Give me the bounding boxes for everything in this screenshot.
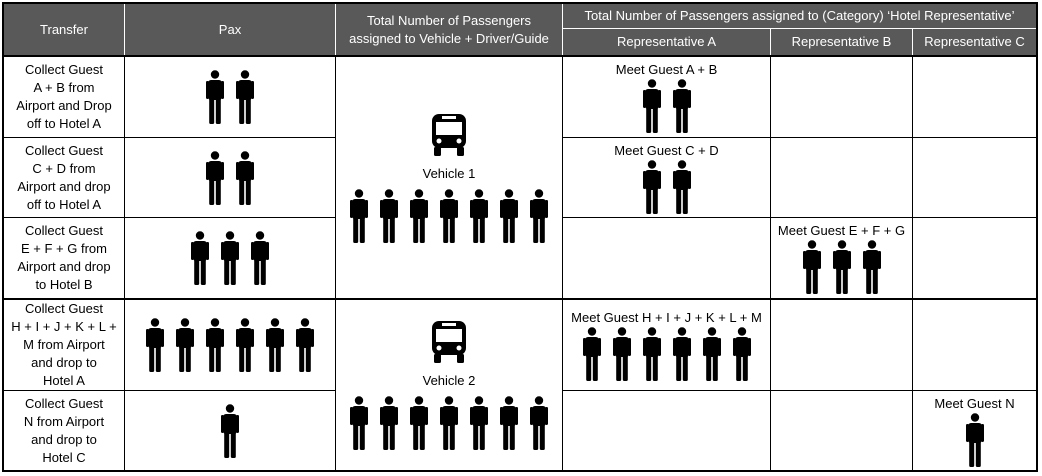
header-divider xyxy=(124,4,125,55)
meet-pax-icons xyxy=(583,327,751,381)
person-icon xyxy=(530,189,548,243)
meet-label: Meet Guest N xyxy=(934,395,1015,411)
pax-cell xyxy=(125,391,335,470)
vehicle-pax-icons xyxy=(350,189,548,243)
rep-b-meet-cell xyxy=(771,218,912,298)
person-icon xyxy=(530,396,548,450)
person-icon xyxy=(206,70,224,124)
person-icon xyxy=(500,396,518,450)
person-icon xyxy=(733,327,751,381)
person-icon xyxy=(500,189,518,243)
pax-icons xyxy=(191,231,269,285)
header-rep-b: Representative B xyxy=(771,29,912,55)
transfer-cell: Collect Guest N from Airport and drop to Hotel C xyxy=(23,395,105,465)
vehicle-cell xyxy=(336,300,562,470)
rep-a-meet-cell xyxy=(563,300,770,390)
meet-pax-icons xyxy=(643,79,691,133)
rep-c-meet-cell xyxy=(913,391,1036,470)
person-icon xyxy=(236,318,254,372)
header-divider xyxy=(335,4,336,55)
rep-a-meet-cell xyxy=(563,57,770,137)
pax-cell xyxy=(125,138,335,217)
person-icon xyxy=(410,189,428,243)
person-icon xyxy=(236,70,254,124)
vehicle-label: Vehicle 1 xyxy=(422,165,476,181)
header-vehicle-total: Total Number of Passengers assigned to Vehicle + Driver/Guide xyxy=(336,4,562,55)
header-divider xyxy=(770,29,771,55)
person-icon xyxy=(206,318,224,372)
person-icon xyxy=(966,413,984,467)
transfer-cell: Collect Guest A + B from Airport and Drop off to Hotel A xyxy=(16,62,112,131)
person-icon xyxy=(350,396,368,450)
pax-cell xyxy=(125,300,335,390)
person-icon xyxy=(673,160,691,214)
person-icon xyxy=(863,240,881,294)
pax-cell xyxy=(125,218,335,298)
person-icon xyxy=(221,231,239,285)
person-icon xyxy=(380,189,398,243)
bus-icon xyxy=(429,113,469,157)
pax-icons xyxy=(206,151,254,205)
person-icon xyxy=(146,318,164,372)
pax-icons xyxy=(206,70,254,124)
person-icon xyxy=(643,160,661,214)
person-icon xyxy=(221,404,239,458)
transfer-assignment-table xyxy=(2,2,1038,472)
person-icon xyxy=(470,396,488,450)
person-icon xyxy=(613,327,631,381)
person-icon xyxy=(703,327,721,381)
vehicle-label: Vehicle 2 xyxy=(422,373,476,388)
person-icon xyxy=(380,396,398,450)
header-rep-c: Representative C xyxy=(913,29,1036,55)
meet-label: Meet Guest C + D xyxy=(614,142,719,158)
transfer-cell: Collect Guest H + I + J + K + L + M from Airport and drop to Hotel A xyxy=(11,301,117,388)
header-transfer: Transfer xyxy=(4,4,124,55)
person-icon xyxy=(251,231,269,285)
header-divider xyxy=(562,4,563,55)
vehicle-pax-icons xyxy=(350,396,548,450)
transfer-cell: Collect Guest E + F + G from Airport and drop to Hotel B xyxy=(17,223,111,292)
person-icon xyxy=(410,396,428,450)
person-icon xyxy=(440,396,458,450)
header-rep-a: Representative A xyxy=(563,29,770,55)
person-icon xyxy=(350,189,368,243)
bus-icon xyxy=(429,320,469,364)
meet-label: Meet Guest A + B xyxy=(615,62,718,77)
pax-icons xyxy=(221,404,239,458)
person-icon xyxy=(296,318,314,372)
header-pax: Pax xyxy=(125,4,335,55)
rep-a-meet-cell xyxy=(563,138,770,217)
vehicle-cell xyxy=(336,57,562,298)
header-divider xyxy=(563,28,1036,29)
person-icon xyxy=(206,151,224,205)
meet-label: Meet Guest E + F + G xyxy=(777,223,906,238)
person-icon xyxy=(236,151,254,205)
header-divider xyxy=(912,29,913,55)
person-icon xyxy=(673,327,691,381)
person-icon xyxy=(803,240,821,294)
person-icon xyxy=(583,327,601,381)
person-icon xyxy=(833,240,851,294)
meet-label: Meet Guest H + I + J + K + L + M xyxy=(571,310,762,325)
person-icon xyxy=(266,318,284,372)
meet-pax-icons xyxy=(643,160,691,214)
meet-pax-icons xyxy=(803,240,881,294)
meet-pax-icons xyxy=(966,413,984,467)
person-icon xyxy=(673,79,691,133)
person-icon xyxy=(440,189,458,243)
person-icon xyxy=(643,327,661,381)
transfer-cell: Collect Guest C + D from Airport and drop off to Hotel A xyxy=(17,142,111,212)
pax-cell xyxy=(125,57,335,137)
person-icon xyxy=(643,79,661,133)
person-icon xyxy=(176,318,194,372)
pax-icons xyxy=(146,318,314,372)
header-hotel-rep-total: Total Number of Passengers assigned to (Category) ‘Hotel Representative’ xyxy=(563,4,1036,28)
person-icon xyxy=(470,189,488,243)
person-icon xyxy=(191,231,209,285)
